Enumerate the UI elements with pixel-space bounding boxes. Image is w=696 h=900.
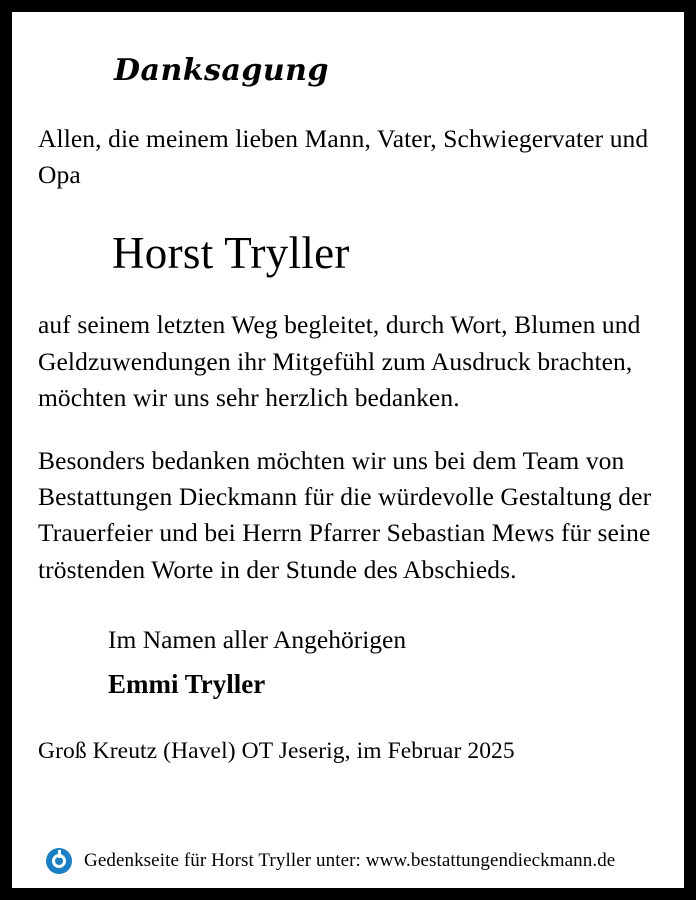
obituary-card <box>12 12 684 888</box>
memorial-page-icon <box>46 848 72 874</box>
closing-signature-name: Emmi Tryller <box>108 669 266 700</box>
thanks-paragraph-2: Besonders bedanken möchten wir uns bei dem Team von Bestattungen Dieckmann für die würdevolle Gestaltung der Trauerfeier und bei Herrn Pfarrer Sebastian Mews für seine tröstenden Worte in der Stunde des Abschieds. <box>38 445 652 584</box>
obituary-content <box>12 12 684 888</box>
footer <box>12 834 684 888</box>
closing-line-family: Im Namen aller Angehörigen <box>108 625 407 655</box>
footer-link-text[interactable]: Gedenkseite für Horst Tryller unter: www.bestattungendieckmann.de <box>84 850 616 871</box>
place-and-date: Groß Kreutz (Havel) OT Jeserig, im Februar 2025 <box>38 737 515 764</box>
deceased-name-block <box>38 227 658 278</box>
closing-block <box>38 622 658 703</box>
thanks-paragraph-1: auf seinem letzten Weg begleitet, durch Wort, Blumen und Geldzuwendungen ihr Mitgefühl zum Ausdruck brachten, möchten wir uns sehr herzlich bedanken. <box>38 310 641 413</box>
deceased-name: Horst Tryller <box>112 227 350 278</box>
intro-paragraph: Allen, die meinem lieben Mann, Vater, Schwiegervater und Opa <box>38 124 649 190</box>
page-title: Danksagung <box>114 53 329 88</box>
